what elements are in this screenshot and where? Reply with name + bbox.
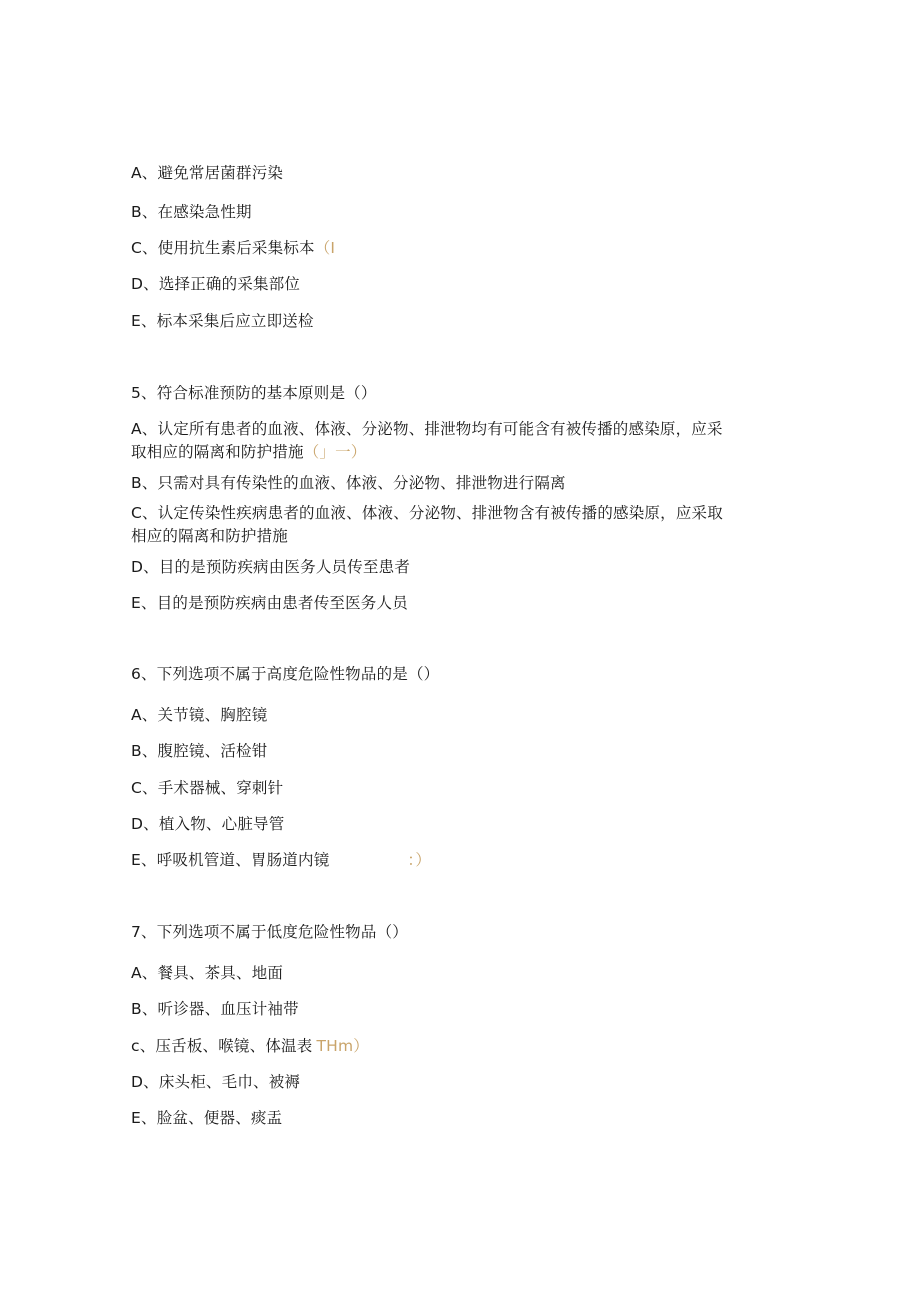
q7-stem: 7、下列选项不属于低度危险性物品（）: [131, 923, 408, 941]
q6-option-c: C、手术器械、穿刺针: [131, 779, 284, 797]
q4-option-c: [131, 238, 335, 258]
q5-option-a-line2: [131, 442, 367, 462]
q5-stem: 5、符合标准预防的基本原则是（）: [131, 384, 377, 402]
q6-option-b: B、腹腔镜、活检钳: [131, 742, 268, 760]
q5-option-c-line1: C、认定传染性疾病患者的血液、体液、分泌物、排泄物含有被传播的感染原，应采取: [131, 504, 723, 522]
q5-option-c-line2: 相应的隔离和防护措施: [131, 527, 289, 545]
q5-option-a-mark: （」一）: [303, 443, 367, 461]
q5-option-b: B、只需对具有传染性的血液、体液、分泌物、排泄物进行隔离: [131, 474, 566, 492]
q6-option-e-mark: ：）: [407, 851, 432, 869]
q4-option-c-mark: （I: [314, 239, 336, 257]
q4-option-c-text: C、使用抗生素后采集标本: [131, 239, 315, 257]
q5-option-e: E、目的是预防疾病由患者传至医务人员: [131, 594, 408, 612]
q4-option-e: E、标本采集后应立即送检: [131, 312, 314, 330]
q7-option-a: A、餐具、茶具、地面: [131, 964, 284, 982]
q4-option-b: B、在感染急性期: [131, 203, 252, 221]
q6-option-d: D、植入物、心脏导管: [131, 815, 285, 833]
q7-option-e: E、脸盆、便器、痰盂: [131, 1109, 283, 1127]
q4-option-a: A、避免常居菌群污染: [131, 164, 284, 182]
q7-option-b: B、听诊器、血压计袖带: [131, 1000, 299, 1018]
q6-option-a: A、关节镜、胸腔镜: [131, 706, 268, 724]
q6-option-e: [131, 850, 431, 870]
q7-option-c-mark: THm）: [316, 1037, 369, 1055]
q5-option-d: D、目的是预防疾病由医务人员传至患者: [131, 558, 411, 576]
q7-option-c-text: c、压舌板、喉镜、体温表: [131, 1037, 313, 1055]
q6-stem: 6、下列选项不属于高度危险性物品的是（）: [131, 665, 440, 683]
q7-option-c: [131, 1036, 369, 1056]
q6-option-e-text: E、呼吸机管道、胃肠道内镜: [131, 851, 330, 869]
q7-option-d: D、床头柜、毛巾、被褥: [131, 1073, 301, 1091]
q5-option-a-line2-text: 取相应的隔离和防护措施: [131, 443, 304, 461]
q5-option-a-line1: A、认定所有患者的血液、体液、分泌物、排泄物均有可能含有被传播的感染原，应采: [131, 420, 723, 438]
q4-option-d: D、选择正确的采集部位: [131, 275, 301, 293]
